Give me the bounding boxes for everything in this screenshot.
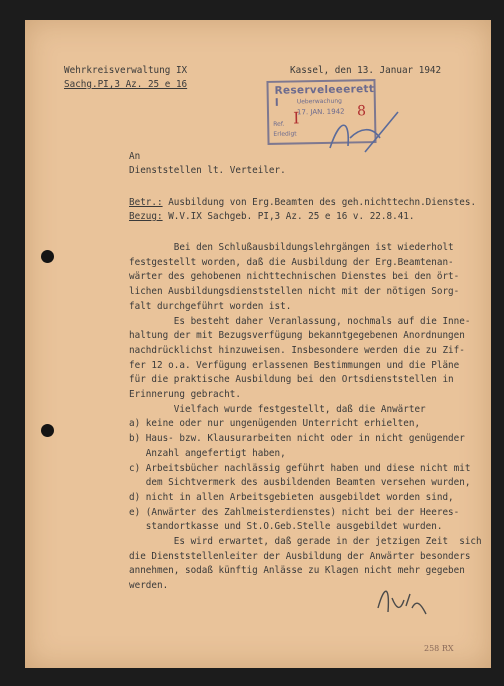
betr-text: Ausbildung von Erg.Beamten des geh.nichttechn.Dienstes. [168,197,477,208]
letterhead-reference: Sachg.PI,3 Az. 25 e 16 [64,79,188,90]
body-line: Bei den Schlußausbildungslehrgängen ist wiederholt [129,242,454,253]
reference-line [129,210,414,225]
body-line: Es besteht daher Veranlassung, nochmals auf die Inne- [129,315,471,327]
body-line: a) keine oder nur ungenügenden Unterricht erhielten, [129,418,421,430]
body-line: Erinnerung gebracht. [129,389,241,400]
body-line: Es wird erwartet, daß gerade in der jetzigen Zeit sich [129,536,482,547]
body-line: e) (Anwärter des Zahlmeisterdienstes) nicht bei der Heeres- [129,506,460,518]
stamp-handwritten-mark: 8 [356,103,367,120]
body-line: falt durchgeführt worden ist. [129,300,292,312]
recipient-line1: An [129,151,141,162]
stamp-title: Reserveleeerett I [274,83,375,109]
handwritten-signature [372,578,432,622]
body-line: nachdrücklichst hinzuweisen. Insbesondere werden die zu Zif- [129,344,465,356]
subject-line [129,196,476,211]
body-line: b) Haus- bzw. Klausurarbeiten nicht oder in nicht genügender [129,433,465,445]
body-line: festgestellt worden, daß die Ausbildung der Erg.Beamtenan- [129,256,454,268]
body-line: wärter des gehobenen nichttechnischen Dienstes bei den ört- [129,271,460,283]
letterhead-office: Wehrkreisverwaltung IX [64,65,188,76]
betr-label: Betr.: [129,197,163,208]
body-line: werden. [129,580,169,592]
stamp-date: 17. JAN. 1942 [296,107,345,117]
body-line: annehmen, sodaß künftig Anlässe zu Klagen nicht mehr gegeben [129,565,465,577]
stamp-line2: Ueberwachung [296,97,343,106]
dateline: Kassel, den 13. Januar 1942 [290,65,442,76]
body-line: Vielfach wurde festgestellt, daß die Anwärter [129,403,426,415]
body-line: fer 12 o.a. Verfügung erlassenen Bestimmungen und die Pläne [129,359,460,371]
body-line: c) Arbeitsbücher nachlässig geführt haben und diese nicht mit [129,462,471,474]
body-line: haltung der mit Bezugsverfügung bekanntgegebenen Anordnungen [129,330,465,342]
bezug-text: W.V.IX Sachgeb. PI,3 Az. 25 e 16 v. 22.8.41. [168,211,415,222]
body-line: für die praktische Ausbildung bei den Ortsdienststellen in [129,374,454,386]
footer-note: 258 RX [424,644,454,653]
stamp-handwritten-numeral: I [292,108,300,128]
body-line: dem Sichtvermerk des ausbildenden Beamten versehen wurden, [129,477,471,489]
body-line: Anzahl angefertigt haben, [129,447,286,459]
punch-hole-top [41,250,54,263]
stamp-ref-label: Ref. [273,120,285,128]
body-line: die Dienststellenleiter der Ausbildung der Anwärter besonders [129,550,471,562]
punch-hole-bottom [41,424,54,437]
body-line: standortkasse und St.O.Geb.Stelle ausgebildet wurden. [129,521,443,533]
body-line: lichen Ausbildungsdienststellen nicht mit der nötigen Sorg- [129,286,460,298]
stamp-initials-scribble [320,108,400,158]
bezug-label: Bezug: [129,211,163,222]
body-line: d) nicht in allen Arbeitsgebieten ausgebildet worden sind, [129,491,454,503]
recipient-line2: Dienststellen lt. Verteiler. [129,165,286,176]
stamp-erled-label: Erledigt [273,130,297,138]
